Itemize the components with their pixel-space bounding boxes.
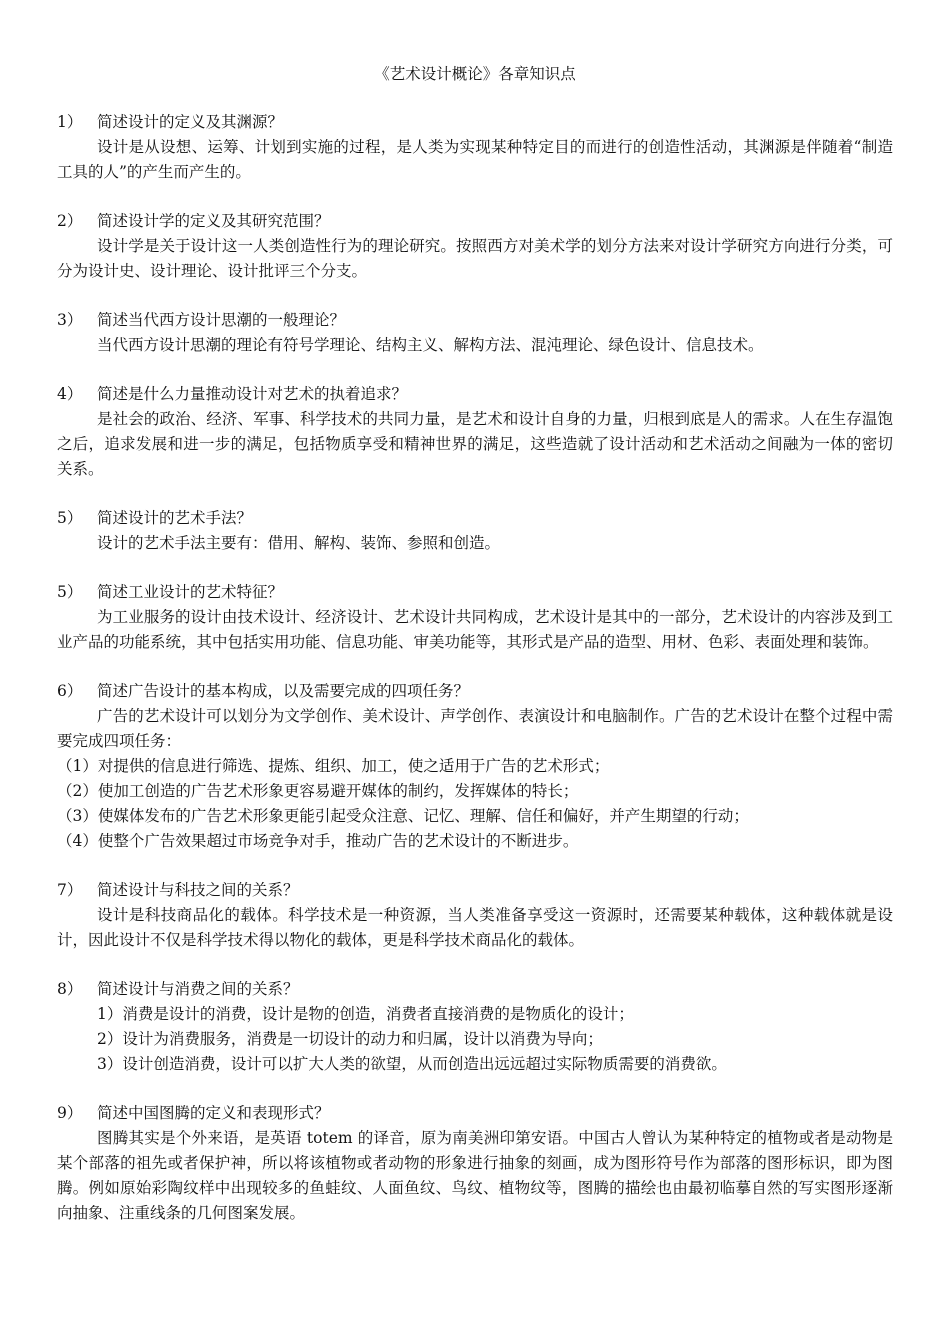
answer-text: 当代西方设计思潮的理论有符号学理论、结构主义、解构方法、混沌理论、绿色设计、信息技术。 [97, 336, 764, 354]
question-text: 简述当代西方设计思潮的一般理论？ [97, 311, 346, 329]
list-item: （1）对提供的信息进行筛选、提炼、组织、加工，使之适用于广告的艺术形式； [57, 757, 610, 775]
answer-text: 设计学是关于设计这一人类创造性行为的理论研究。按照西方对美术学的划分方法来对设计学研究方向进行分类，可分为设计史、设计理论、设计批评三个分支。 [57, 237, 893, 280]
question-text: 简述设计的定义及其渊源？ [97, 113, 284, 131]
list-item: 3）设计创造消费，设计可以扩大人类的欲望，从而创造出远远超过实际物质需要的消费欲。 [97, 1055, 727, 1073]
question-number: 5） [57, 583, 83, 601]
question-text: 简述广告设计的基本构成，以及需要完成的四项任务？ [97, 682, 470, 700]
question-text: 简述中国图腾的定义和表现形式？ [97, 1104, 330, 1122]
qa-section-7 [57, 679, 893, 854]
question-number: 7） [57, 881, 83, 899]
question-line [57, 382, 893, 407]
question-number: 6） [57, 682, 83, 700]
question-number: 8） [57, 980, 83, 998]
list-item: （4）使整个广告效果超过市场竞争对手，推动广告的艺术设计的不断进步。 [57, 832, 579, 850]
question-number: 9） [57, 1104, 83, 1122]
qa-section-8 [57, 878, 893, 953]
question-number: 5） [57, 509, 83, 527]
list-item: （2）使加工创造的广告艺术形象更容易避开媒体的制约，发挥媒体的特长； [57, 782, 579, 800]
list-item: 2）设计为消费服务，消费是一切设计的动力和归属，设计以消费为导向； [97, 1030, 603, 1048]
question-line [57, 110, 893, 135]
question-line [57, 1101, 893, 1126]
qa-section-4 [57, 382, 893, 482]
question-line [57, 506, 893, 531]
answer-text: 广告的艺术设计可以划分为文学创作、美术设计、声学创作、表演设计和电脑制作。广告的艺术设计在整个过程中需要完成四项任务： [57, 707, 893, 750]
question-text: 简述是什么力量推动设计对艺术的执着追求？ [97, 385, 408, 403]
answer-text: 图腾其实是个外来语，是英语 totem 的译音，原为南美洲印第安语。中国古人曾认为某种特定的植物或者是动物是某个部落的祖先或者保护神，所以将该植物或者动物的形象进行抽象的刻画，成为图形符号作为部落的图形标识，即为图腾。例如原始彩陶纹样中出现较多的鱼蛙纹、人面鱼纹、鸟纹、植物纹等，图腾的描绘也由最初临摹自然的写实图形逐渐向抽象、注重线条的几何图案发展。 [57, 1129, 893, 1222]
question-text: 简述设计与科技之间的关系？ [97, 881, 299, 899]
question-line [57, 308, 893, 333]
document-title: 《艺术设计概论》各章知识点 [374, 65, 576, 83]
question-line [57, 977, 893, 1002]
question-line [57, 878, 893, 903]
question-line [57, 679, 893, 704]
list-item: 1）消费是设计的消费，设计是物的创造，消费者直接消费的是物质化的设计； [97, 1005, 634, 1023]
qa-section-5 [57, 506, 893, 556]
question-line [57, 580, 893, 605]
question-text: 简述工业设计的艺术特征？ [97, 583, 284, 601]
list-item: （3）使媒体发布的广告艺术形象更能引起受众注意、记忆、理解、信任和偏好，并产生期望的行动； [57, 807, 749, 825]
answer-text: 设计的艺术手法主要有：借用、解构、装饰、参照和创造。 [97, 534, 501, 552]
answer-text: 设计是科技商品化的载体。科学技术是一种资源，当人类准备享受这一资源时，还需要某种载体，这种载体就是设计，因此设计不仅是科学技术得以物化的载体，更是科学技术商品化的载体。 [57, 906, 893, 949]
qa-section-2 [57, 209, 893, 284]
question-number: 3） [57, 311, 83, 329]
question-number: 1） [57, 113, 83, 131]
qa-section-1 [57, 110, 893, 185]
qa-section-9 [57, 977, 893, 1077]
question-number: 4） [57, 385, 83, 403]
qa-section-3 [57, 308, 893, 358]
answer-text: 为工业服务的设计由技术设计、经济设计、艺术设计共同构成，艺术设计是其中的一部分，艺术设计的内容涉及到工业产品的功能系统，其中包括实用功能、信息功能、审美功能等，其形式是产品的造型、用材、色彩、表面处理和装饰。 [57, 608, 893, 651]
question-number: 2） [57, 212, 83, 230]
answer-text: 是社会的政治、经济、军事、科学技术的共同力量，是艺术和设计自身的力量，归根到底是人的需求。人在生存温饱之后，追求发展和进一步的满足，包括物质享受和精神世界的满足，这些造就了设计活动和艺术活动之间融为一体的密切关系。 [57, 410, 893, 478]
document-page [57, 62, 893, 1250]
question-text: 简述设计与消费之间的关系？ [97, 980, 299, 998]
question-text: 简述设计学的定义及其研究范围？ [97, 212, 330, 230]
question-line [57, 209, 893, 234]
qa-section-6 [57, 580, 893, 655]
question-text: 简述设计的艺术手法？ [97, 509, 253, 527]
qa-section-10 [57, 1101, 893, 1226]
answer-text: 设计是从设想、运筹、计划到实施的过程，是人类为实现某种特定目的而进行的创造性活动，其渊源是伴随着“制造工具的人”的产生而产生的。 [57, 138, 893, 181]
